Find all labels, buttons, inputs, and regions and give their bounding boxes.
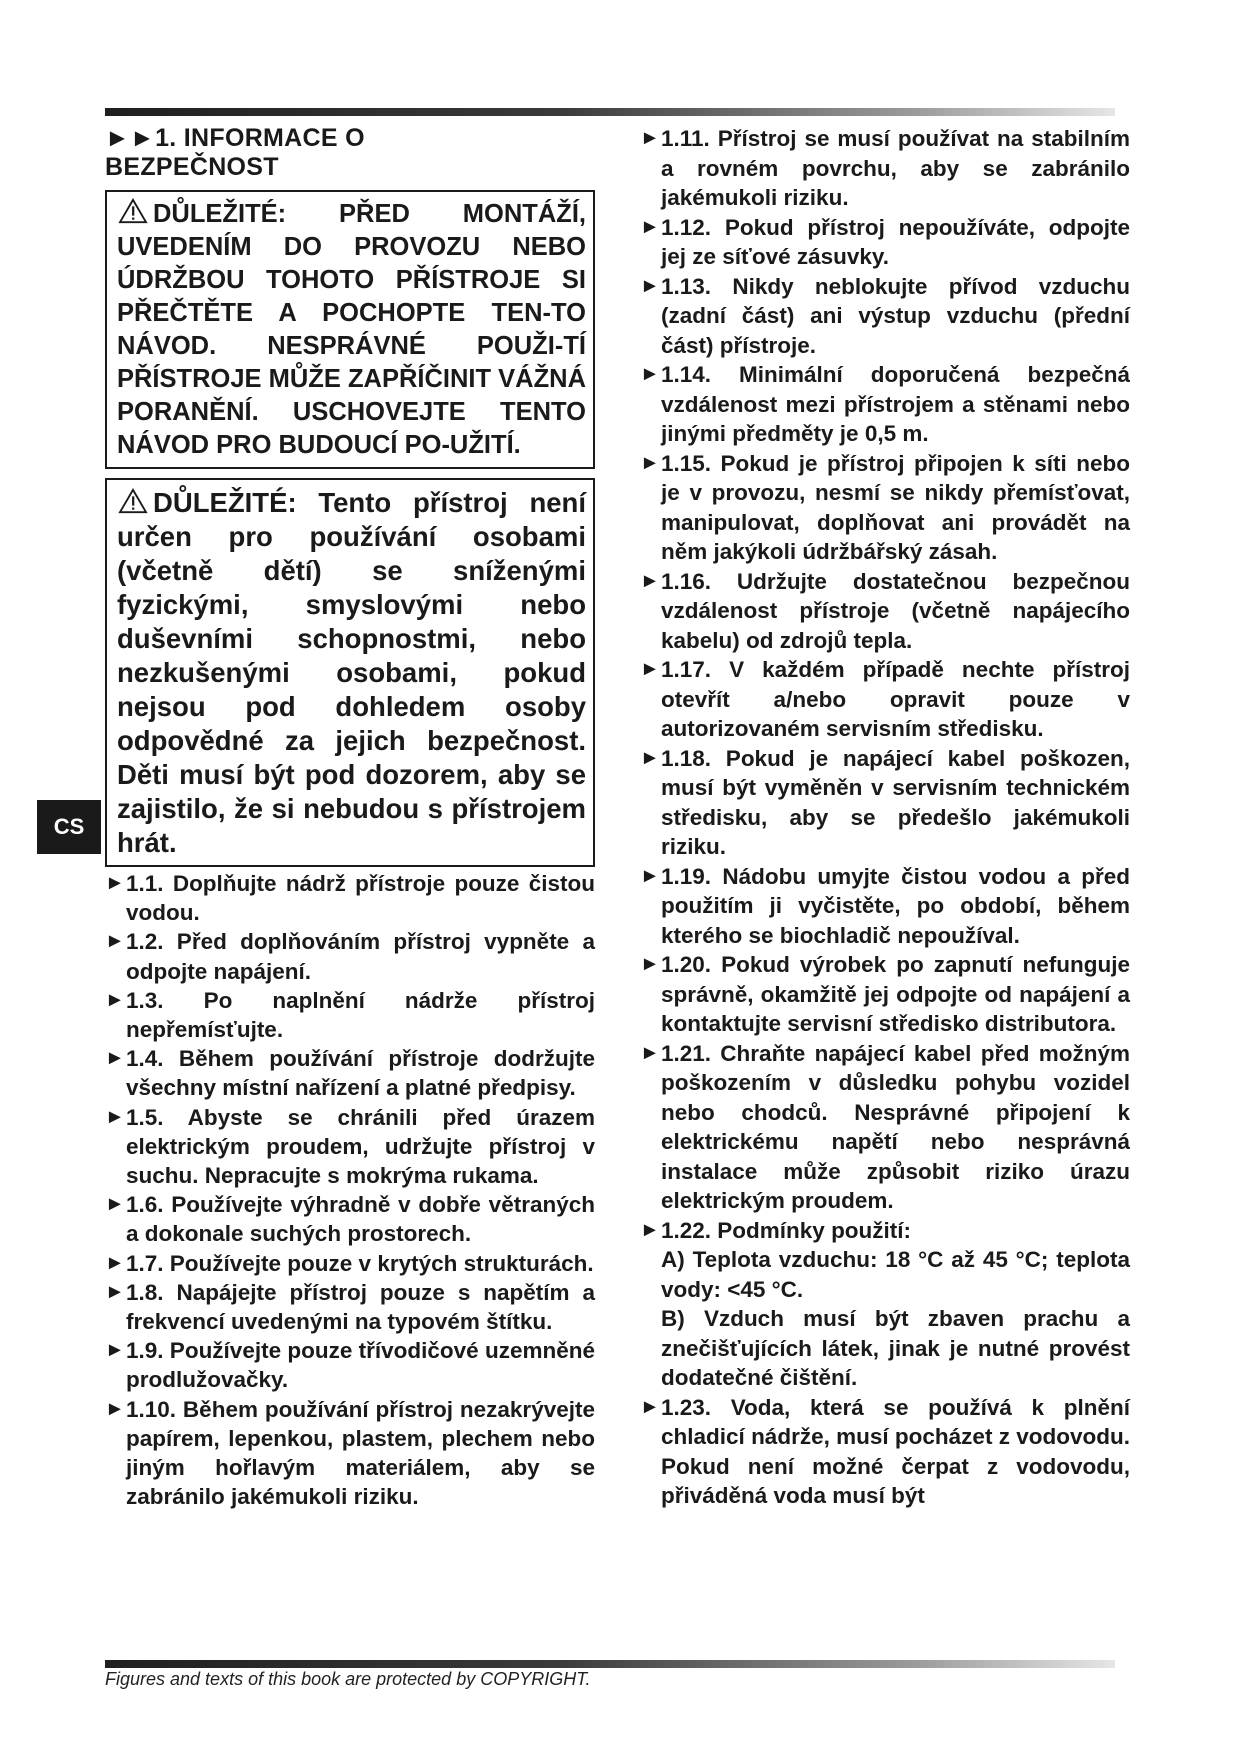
list-item: ► 1.13. Nikdy neblokujte přívod vzduchu (zadní část) ani výstup vzduchu (přední část) přístroje. [640, 273, 1130, 358]
warning-1-text: DŮLEŽITÉ: PŘED MONTÁŽÍ, UVEDENÍM DO PROVOZU NEBO ÚDRŽBOU TOHOTO PŘÍSTROJE SI PŘEČTĚTE A POCHOPTE TEN-TO NÁVOD. NESPRÁVNÉ POUŽI-TÍ PŘÍSTROJE MŮŽE ZAPŘÍČINIT VÁŽNÁ PORANĚNÍ. USCHOVEJTE TENTO NÁVOD PRO BUDOUCÍ PO-UŽITÍ. [117, 200, 586, 459]
list-item: ► 1.20. Pokud výrobek po zapnutí nefunguje správně, okamžitě jej odpojte od napájení a kontaktujte servisní středisko distributora. [640, 952, 1130, 1036]
list-item: ► 1.22. Podmínky použití: A) Teplota vzduchu: 18 °C až 45 °C; teplota vody: <45 °C. B) Vzduch musí být zbaven prachu a znečišťujících látek, jinak je nutné provést dodatečné čištění. [640, 1216, 1130, 1393]
bullet-arrow-icon: ► [640, 363, 660, 385]
conditions-line-b: B) Vzduch musí být zbaven prachu a znečišťujících látek, jinak je nutné provést dodatečné čištění. [661, 1306, 1130, 1390]
warning-box-children [105, 478, 595, 867]
bullet-arrow-icon: ► [640, 953, 660, 975]
bullet-arrow-icon: ► [640, 746, 660, 769]
list-item: ► 1.16. Udržujte dostatečnou bezpečnou vzdálenost přístroje (včetně napájecího kabelu) od zdrojů tepla. [640, 568, 1130, 653]
warning-2-text: DŮLEŽITÉ: Tento přístroj není určen pro používání osobami (včetně dětí) se sníženými fyzickými, smyslovými nebo duševními schopnostmi, nebo nezkušenými osobami, pokud nejsou pod dohledem osoby odpovědné za jejich bezpečnost. Děti musí být pod dozorem, aby se zajistilo, že si nebudou s přístrojem hrát. [117, 487, 586, 858]
list-item: ► 1.21. Chraňte napájecí kabel před možným poškozením v důsledku pohybu vozidel nebo chodců. Nesprávné připojení k elektrickému napětí nebo nesprávná instalace může způsobit riziko úrazu elektrickým proudem. [640, 1040, 1130, 1213]
bullet-arrow-icon: ► [105, 1105, 125, 1128]
bottom-divider [105, 1660, 1115, 1668]
top-divider [105, 108, 1115, 116]
list-item: ► 1.17. V každém případě nechte přístroj otevřít a/nebo opravit pouze v autorizovaném servisním středisku. [640, 657, 1130, 741]
section-heading [105, 124, 595, 182]
bullet-arrow-icon: ► [105, 1047, 125, 1070]
copyright-notice: Figures and texts of this book are protected by COPYRIGHT. [105, 1669, 591, 1689]
bullet-arrow-icon: ► [640, 274, 660, 297]
list-item: ► 1.23. Voda, která se používá k plnění chladicí nádrže, musí pocházet z vodovodu. Pokud není možné čerpat z vodovodu, přiváděná voda musí být [640, 1394, 1130, 1508]
language-tab: CS [37, 800, 101, 854]
list-item: ► 1.19. Nádobu umyjte čistou vodou a před použitím ji vyčistěte, po období, během kterého se biochladič nepoužíval. [640, 863, 1130, 948]
bullet-arrow-icon: ► [640, 215, 660, 238]
list-item: ► 1.18. Pokud je napájecí kabel poškozen, musí být vyměněn v servisním technickém středisku, aby se předešlo jakémukoli riziku. [640, 745, 1130, 859]
bullet-arrow-icon: ► [105, 872, 125, 894]
warning-triangle-icon [117, 198, 149, 224]
list-item: ► 1.15. Pokud je přístroj připojen k síti nebo je v provozu, nesmí se nikdy přemísťovat, manipulovat, doplňovat ani provádět na něm jakýkoli údržbářský zásah. [640, 450, 1130, 564]
left-column [105, 124, 595, 1511]
bullet-arrow-icon: ► [105, 1193, 125, 1216]
bullet-arrow-icon: ► [640, 1041, 660, 1064]
list-item: ► 1.1. Doplňujte nádrž přístroje pouze čistou vodou. [105, 871, 595, 926]
bullet-arrow-icon: ► [105, 1339, 125, 1362]
list-item: ► 1.12. Pokud přístroj nepoužíváte, odpojte jej ze síťové zásuvky. [640, 214, 1130, 269]
bullet-arrow-icon: ► [640, 1395, 660, 1418]
bullet-arrow-icon: ► [105, 1251, 125, 1274]
warning-box-uppercase [105, 190, 595, 469]
bullet-arrow-icon: ► [640, 451, 660, 474]
list-item: ► 1.3. Po naplnění nádrže přístroj nepřemísťujte. [105, 987, 595, 1043]
bullet-arrow-icon: ► [640, 864, 660, 887]
list-item: ► 1.14. Minimální doporučená bezpečná vzdálenost mezi přístrojem a stěnami nebo jinými předměty je 0,5 m. [640, 362, 1130, 446]
warning-triangle-icon [117, 488, 149, 514]
bullet-arrow-icon: ► [640, 1218, 660, 1241]
bullet-arrow-icon: ► [105, 1280, 125, 1303]
bullet-arrow-icon: ► [105, 988, 125, 1011]
section-heading-line2: BEZPEČNOST [105, 153, 279, 181]
bullet-arrow-icon: ► [105, 930, 125, 953]
list-item: ► 1.7. Používejte pouze v krytých strukturách. [105, 1250, 594, 1276]
list-item: ► 1.10. Během používání přístroj nezakrývejte papírem, lepenkou, plastem, plechem nebo jiným hořlavým materiálem, aby se zabránilo jakémukoli riziku. [105, 1396, 595, 1510]
list-item: ► 1.5. Abyste se chránili před úrazem elektrickým proudem, udržujte přístroj v suchu. Nepracujte s mokrýma rukama. [105, 1104, 595, 1189]
bullet-arrow-icon: ► [640, 569, 660, 592]
right-column [640, 124, 1130, 1511]
conditions-line-a: A) Teplota vzduchu: 18 °C až 45 °C; teplota vody: <45 °C. [661, 1247, 1130, 1302]
bullet-arrow-icon: ► [640, 658, 660, 680]
section-heading-line1: ►►1. INFORMACE O [105, 124, 365, 152]
list-item: ► 1.2. Před doplňováním přístroj vypněte a odpojte napájení. [105, 929, 595, 984]
bullet-arrow-icon: ► [640, 127, 660, 149]
list-item: ► 1.11. Přístroj se musí používat na stabilním a rovném povrchu, aby se zabránilo jakémukoli riziku. [640, 126, 1130, 210]
bullet-arrow-icon: ► [105, 1397, 125, 1420]
list-item: ► 1.4. Během používání přístroje dodržujte všechny místní nařízení a platné předpisy. [105, 1046, 595, 1101]
list-item: ► 1.8. Napájejte přístroj pouze s napětím a frekvencí uvedenými na typovém štítku. [105, 1279, 595, 1335]
list-item: ► 1.6. Používejte výhradně v dobře větraných a dokonale suchých prostorech. [105, 1192, 595, 1247]
list-item: ► 1.9. Používejte pouze třívodičové uzemněné prodlužovačky. [105, 1338, 595, 1393]
